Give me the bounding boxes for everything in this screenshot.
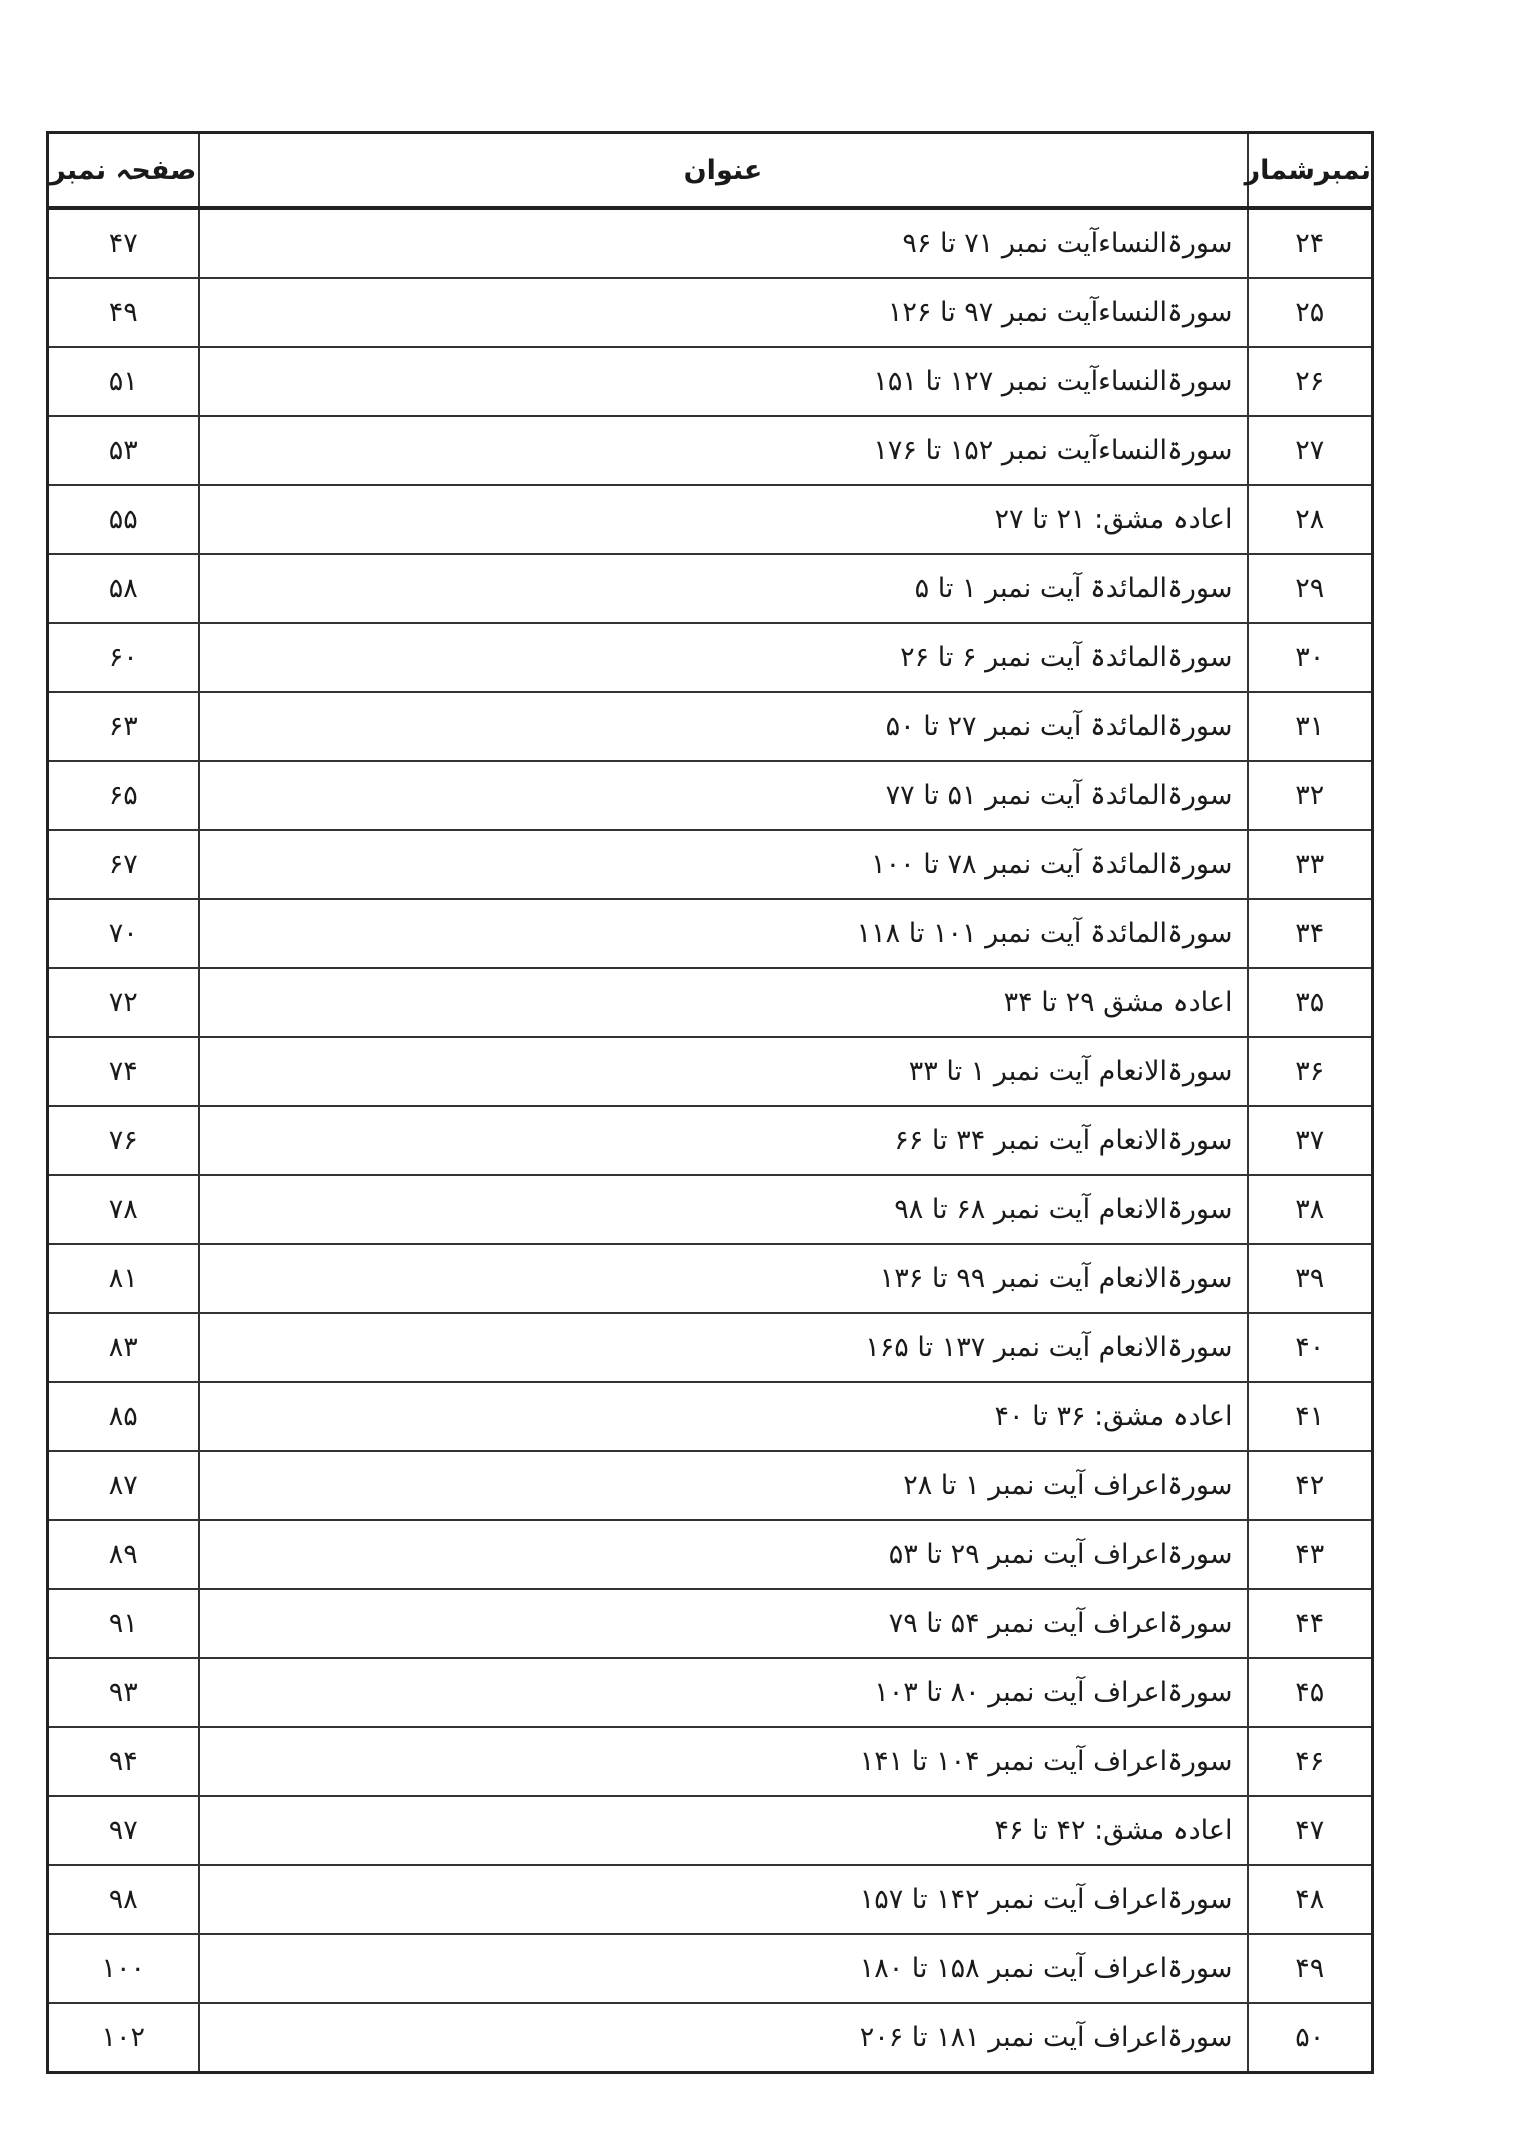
row-number: ۴۱	[1248, 1382, 1373, 1451]
table-row	[48, 278, 1373, 347]
row-page: ۵۵	[48, 485, 199, 554]
table-row	[48, 1658, 1373, 1727]
row-number: ۳۷	[1248, 1106, 1373, 1175]
row-number: ۲۹	[1248, 554, 1373, 623]
row-number: ۲۶	[1248, 347, 1373, 416]
row-page: ۴۹	[48, 278, 199, 347]
table-row	[48, 761, 1373, 830]
row-page: ۹۴	[48, 1727, 199, 1796]
row-page: ۵۱	[48, 347, 199, 416]
table-row	[48, 416, 1373, 485]
row-number: ۴۴	[1248, 1589, 1373, 1658]
table-row	[48, 2003, 1373, 2073]
row-number: ۳۰	[1248, 623, 1373, 692]
row-title: سورۃالانعام آیت نمبر ۱۳۷ تا ۱۶۵	[199, 1313, 1248, 1382]
table-row	[48, 1175, 1373, 1244]
row-title: اعادہ مشق: ۲۱ تا ۲۷	[199, 485, 1248, 554]
table-row	[48, 1382, 1373, 1451]
row-title: سورۃالمائدۃ آیت نمبر ۵۱ تا ۷۷	[199, 761, 1248, 830]
row-page: ۸۳	[48, 1313, 199, 1382]
row-number: ۵۰	[1248, 2003, 1373, 2073]
row-number: ۳۱	[1248, 692, 1373, 761]
table-row	[48, 485, 1373, 554]
row-page: ۷۰	[48, 899, 199, 968]
row-page: ۷۴	[48, 1037, 199, 1106]
row-number: ۲۴	[1248, 208, 1373, 278]
row-title: سورۃالانعام آیت نمبر ۶۸ تا ۹۸	[199, 1175, 1248, 1244]
row-number: ۴۸	[1248, 1865, 1373, 1934]
row-page: ۸۹	[48, 1520, 199, 1589]
row-title: اعادہ مشق: ۳۶ تا ۴۰	[199, 1382, 1248, 1451]
row-title: سورۃاعراف آیت نمبر ۱۸۱ تا ۲۰۶	[199, 2003, 1248, 2073]
row-page: ۹۳	[48, 1658, 199, 1727]
row-number: ۴۹	[1248, 1934, 1373, 2003]
row-title: سورۃالنساءآیت نمبر ۱۲۷ تا ۱۵۱	[199, 347, 1248, 416]
table-row	[48, 1244, 1373, 1313]
row-number: ۳۲	[1248, 761, 1373, 830]
row-title: سورۃاعراف آیت نمبر ۱۰۴ تا ۱۴۱	[199, 1727, 1248, 1796]
row-page: ۹۷	[48, 1796, 199, 1865]
row-number: ۴۲	[1248, 1451, 1373, 1520]
row-title: سورۃالنساءآیت نمبر ۷۱ تا ۹۶	[199, 208, 1248, 278]
table-row	[48, 1796, 1373, 1865]
row-page: ۷۲	[48, 968, 199, 1037]
table-row	[48, 1934, 1373, 2003]
table-body	[48, 208, 1373, 2073]
row-number: ۳۳	[1248, 830, 1373, 899]
table-row	[48, 347, 1373, 416]
row-title: سورۃالنساءآیت نمبر ۱۵۲ تا ۱۷۶	[199, 416, 1248, 485]
header-number: نمبرشمار	[1248, 133, 1373, 209]
row-page: ۷۸	[48, 1175, 199, 1244]
row-title: سورۃالمائدۃ آیت نمبر ۱۰۱ تا ۱۱۸	[199, 899, 1248, 968]
row-title: سورۃالانعام آیت نمبر ۳۴ تا ۶۶	[199, 1106, 1248, 1175]
row-number: ۴۶	[1248, 1727, 1373, 1796]
row-title: سورۃاعراف آیت نمبر ۲۹ تا ۵۳	[199, 1520, 1248, 1589]
table-row	[48, 968, 1373, 1037]
row-page: ۷۶	[48, 1106, 199, 1175]
row-page: ۸۵	[48, 1382, 199, 1451]
row-title: سورۃالمائدۃ آیت نمبر ۲۷ تا ۵۰	[199, 692, 1248, 761]
row-number: ۴۳	[1248, 1520, 1373, 1589]
row-title: سورۃاعراف آیت نمبر ۵۴ تا ۷۹	[199, 1589, 1248, 1658]
table-row	[48, 1727, 1373, 1796]
row-title: سورۃالنساءآیت نمبر ۹۷ تا ۱۲۶	[199, 278, 1248, 347]
table-row	[48, 1037, 1373, 1106]
row-page: ۸۱	[48, 1244, 199, 1313]
row-page: ۸۷	[48, 1451, 199, 1520]
row-title: سورۃالمائدۃ آیت نمبر ۱ تا ۵	[199, 554, 1248, 623]
row-number: ۴۰	[1248, 1313, 1373, 1382]
table-row	[48, 1520, 1373, 1589]
row-number: ۳۹	[1248, 1244, 1373, 1313]
row-title: سورۃالمائدۃ آیت نمبر ۷۸ تا ۱۰۰	[199, 830, 1248, 899]
table-row	[48, 1589, 1373, 1658]
row-page: ۹۸	[48, 1865, 199, 1934]
row-page: ۱۰۲	[48, 2003, 199, 2073]
row-page: ۵۳	[48, 416, 199, 485]
row-title: اعادہ مشق: ۴۲ تا ۴۶	[199, 1796, 1248, 1865]
row-page: ۵۸	[48, 554, 199, 623]
row-page: ۱۰۰	[48, 1934, 199, 2003]
row-page: ۶۷	[48, 830, 199, 899]
row-number: ۲۸	[1248, 485, 1373, 554]
table-row	[48, 1313, 1373, 1382]
row-number: ۳۶	[1248, 1037, 1373, 1106]
table-row	[48, 692, 1373, 761]
row-page: ۶۰	[48, 623, 199, 692]
row-number: ۲۷	[1248, 416, 1373, 485]
table-row	[48, 554, 1373, 623]
row-number: ۳۸	[1248, 1175, 1373, 1244]
row-number: ۳۴	[1248, 899, 1373, 968]
row-number: ۲۵	[1248, 278, 1373, 347]
row-title: سورۃالانعام آیت نمبر ۱ تا ۳۳	[199, 1037, 1248, 1106]
table-of-contents	[46, 131, 1374, 2074]
header-row	[48, 133, 1373, 209]
table-row	[48, 830, 1373, 899]
table-row	[48, 208, 1373, 278]
row-title: اعادہ مشق ۲۹ تا ۳۴	[199, 968, 1248, 1037]
row-number: ۴۵	[1248, 1658, 1373, 1727]
table-row	[48, 1865, 1373, 1934]
row-page: ۶۵	[48, 761, 199, 830]
header-page: صفحہ نمبر	[48, 133, 199, 209]
row-title: سورۃالانعام آیت نمبر ۹۹ تا ۱۳۶	[199, 1244, 1248, 1313]
table-row	[48, 1451, 1373, 1520]
row-page: ۹۱	[48, 1589, 199, 1658]
row-title: سورۃاعراف آیت نمبر ۱ تا ۲۸	[199, 1451, 1248, 1520]
header-title: عنوان	[199, 133, 1248, 209]
row-page: ۶۳	[48, 692, 199, 761]
row-number: ۴۷	[1248, 1796, 1373, 1865]
row-page: ۴۷	[48, 208, 199, 278]
row-title: سورۃاعراف آیت نمبر ۸۰ تا ۱۰۳	[199, 1658, 1248, 1727]
table-row	[48, 1106, 1373, 1175]
table-row	[48, 623, 1373, 692]
row-title: سورۃاعراف آیت نمبر ۱۵۸ تا ۱۸۰	[199, 1934, 1248, 2003]
table-row	[48, 899, 1373, 968]
row-title: سورۃالمائدۃ آیت نمبر ۶ تا ۲۶	[199, 623, 1248, 692]
row-title: سورۃاعراف آیت نمبر ۱۴۲ تا ۱۵۷	[199, 1865, 1248, 1934]
row-number: ۳۵	[1248, 968, 1373, 1037]
